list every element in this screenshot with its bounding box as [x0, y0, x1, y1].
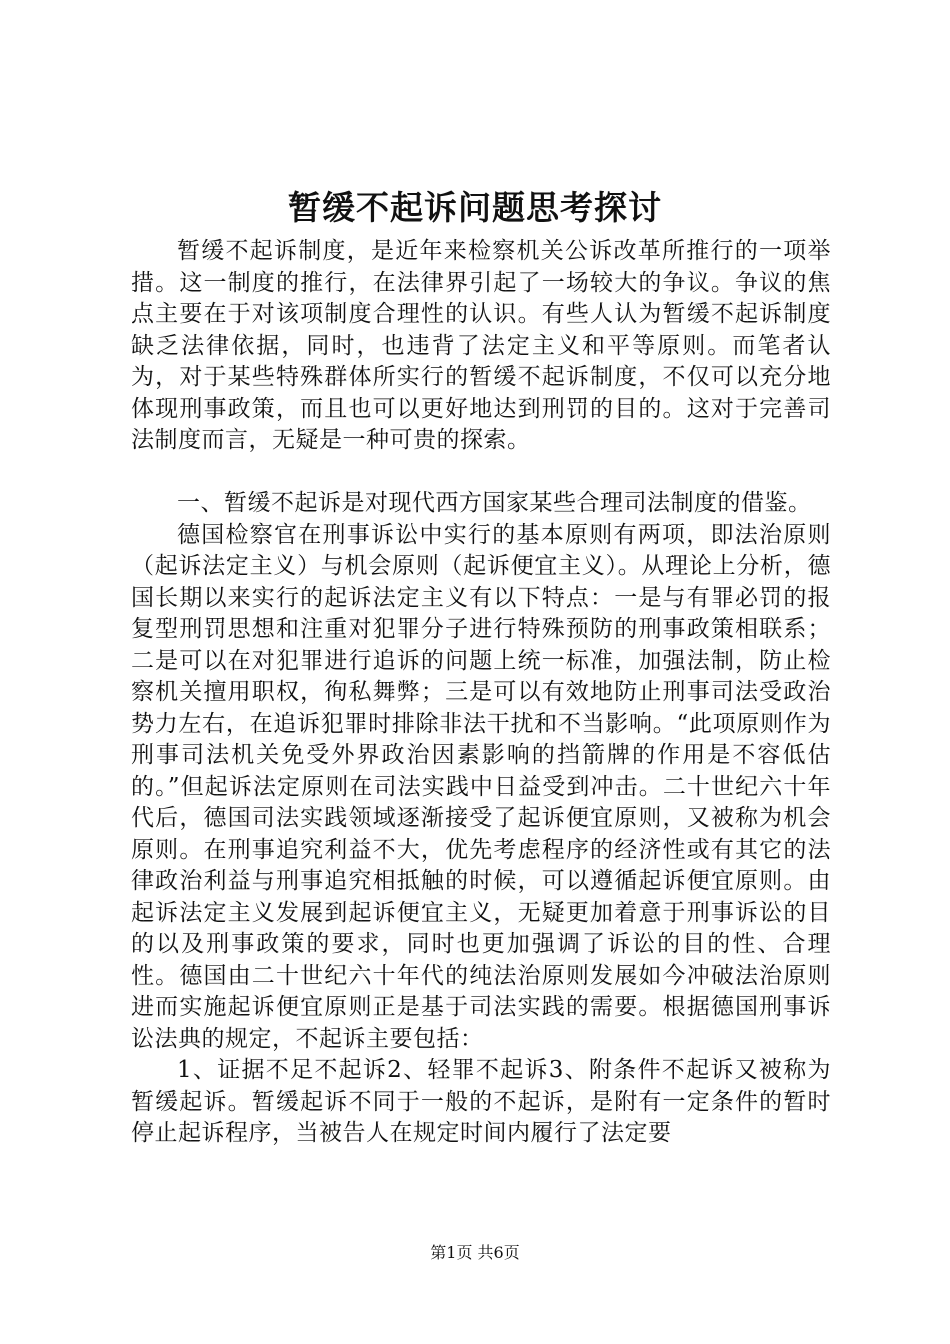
document-body	[131, 236, 831, 1150]
paragraph-list: 1、证据不足不起诉2、轻罪不起诉3、附条件不起诉又被称为暂缓起诉。暂缓起诉不同于一般的不起诉，是附有一定条件的暂时停止起诉程序，当被告人在规定时间内履行了法定要	[131, 1057, 831, 1146]
paragraph-gap	[131, 457, 831, 489]
document-title: 暂缓不起诉问题思考探讨	[288, 188, 662, 227]
page-footer: 第1页 共6页	[430, 1243, 520, 1262]
paragraph-intro: 暂缓不起诉制度，是近年来检察机关公诉改革所推行的一项举措。这一制度的推行，在法律界引起了一场较大的争议。争议的焦点主要在于对该项制度合理性的认识。有些人认为暂缓不起诉制度缺乏法律依据，同时，也违背了法定主义和平等原则。而笔者认为，对于某些特殊群体所实行的暂缓不起诉制度，不仅可以充分地体现刑事政策，而且也可以更好地达到刑罚的目的。这对于完善司法制度而言，无疑是一种可贵的探索。	[131, 238, 831, 453]
paragraph-germany: 德国检察官在刑事诉讼中实行的基本原则有两项，即法治原则（起诉法定主义）与机会原则（起诉便宜主义）。从理论上分析，德国长期以来实行的起诉法定主义有以下特点：一是与有罪必罚的报复型刑罚思想和注重对犯罪分子进行特殊预防的刑事政策相联系；二是可以在对犯罪进行追诉的问题上统一标准，加强法制，防止检察机关擅用职权，徇私舞弊；三是可以有效地防止刑事司法受政治势力左右，在追诉犯罪时排除非法干扰和不当影响。“此项原则作为刑事司法机关免受外界政治因素影响的挡箭牌的作用是不容低估的。”但起诉法定原则在司法实践中日益受到冲击。二十世纪六十年代后，德国司法实践领域逐渐接受了起诉便宜原则，又被称为机会原则。在刑事追究利益不大，优先考虑程序的经济性或有其它的法律政治利益与刑事追究相抵触的时候，可以遵循起诉便宜原则。由起诉法定主义发展到起诉便宜主义，无疑更加着意于刑事诉讼的目的以及刑事政策的要求，同时也更加强调了诉讼的目的性、合理性。德国由二十世纪六十年代的纯法治原则发展如今冲破法治原则进而实施起诉便宜原则正是基于司法实践的需要。根据德国刑事诉讼法典的规定，不起诉主要包括：	[131, 521, 831, 1052]
section-heading-1: 一、暂缓不起诉是对现代西方国家某些合理司法制度的借鉴。	[177, 490, 812, 516]
